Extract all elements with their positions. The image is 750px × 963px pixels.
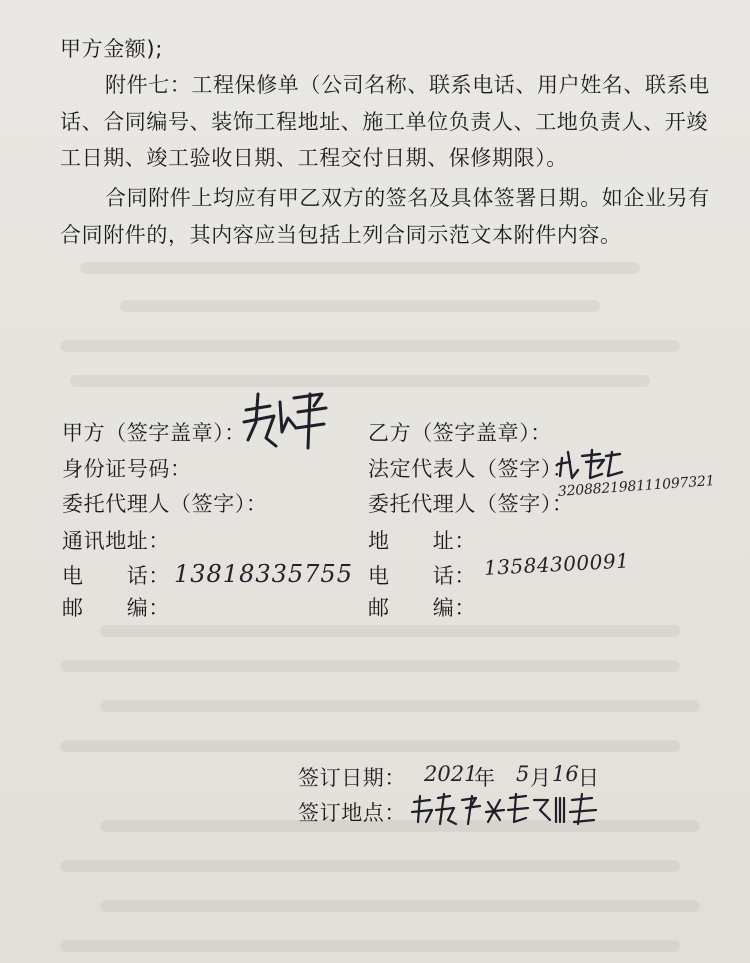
- signing-place-handwriting: [410, 792, 600, 830]
- bleed-through-mark: [120, 300, 600, 312]
- party-a-agent-label: 委托代理人（签字）：: [62, 492, 268, 516]
- signing-year-value: 2021: [424, 762, 478, 786]
- party-a-id-label: 身份证号码：: [62, 457, 192, 481]
- body-line: 工日期、竣工验收日期、工程交付日期、保修期限）。: [60, 146, 568, 170]
- party-b-postcode-label: 邮 编：: [368, 596, 476, 620]
- body-line: 甲方金额);: [60, 37, 163, 61]
- body-line: 合同附件上均应有甲乙双方的签名及具体签署日期。如企业另有: [105, 186, 710, 210]
- party-b-legal-rep-label: 法定代表人（签字）：: [368, 457, 574, 481]
- party-b-address-label: 地 址：: [368, 529, 476, 553]
- party-a-signature: [236, 388, 332, 454]
- party-a-postcode-label: 邮 编：: [62, 596, 170, 620]
- signing-date-label: 签订日期：: [298, 766, 406, 790]
- party-b-sign-label: 乙方（签字盖章）：: [368, 421, 552, 445]
- signing-month-value: 5: [516, 762, 530, 786]
- signing-day-unit: 日: [578, 766, 600, 790]
- body-line: 合同附件的，其内容应当包括上列合同示范文本附件内容。: [60, 223, 622, 247]
- party-b-legal-rep-signature: [556, 448, 626, 482]
- signing-month-unit: 月: [530, 766, 552, 790]
- bleed-through-mark: [60, 740, 680, 752]
- party-a-phone-value: 13818335755: [174, 560, 353, 588]
- party-b-phone-label: 电 话：: [368, 564, 476, 588]
- signing-year-unit: 年: [474, 766, 496, 790]
- body-line: 附件七：工程保修单（公司名称、联系电话、用户姓名、联系电: [105, 73, 710, 97]
- party-a-address-label: 通讯地址：: [62, 529, 170, 553]
- signing-place-label: 签订地点：: [298, 801, 406, 825]
- bleed-through-mark: [60, 860, 680, 872]
- party-a-sign-label: 甲方（签字盖章）：: [62, 421, 246, 445]
- bleed-through-mark: [60, 940, 680, 952]
- party-b-agent-value: 320882198111097321: [557, 473, 715, 500]
- bleed-through-mark: [100, 700, 700, 712]
- bleed-through-mark: [100, 625, 680, 637]
- party-b-agent-label: 委托代理人（签字）：: [368, 492, 574, 516]
- body-line: 话、合同编号、装饰工程地址、施工单位负责人、工地负责人、开竣: [60, 110, 708, 134]
- signing-day-value: 16: [552, 762, 579, 786]
- party-a-phone-label: 电 话：: [62, 564, 170, 588]
- bleed-through-mark: [80, 262, 640, 274]
- bleed-through-mark: [100, 900, 700, 912]
- bleed-through-mark: [60, 660, 680, 672]
- party-b-phone-value: 13584300091: [483, 548, 630, 580]
- bleed-through-mark: [60, 340, 680, 352]
- bleed-through-mark: [70, 375, 650, 387]
